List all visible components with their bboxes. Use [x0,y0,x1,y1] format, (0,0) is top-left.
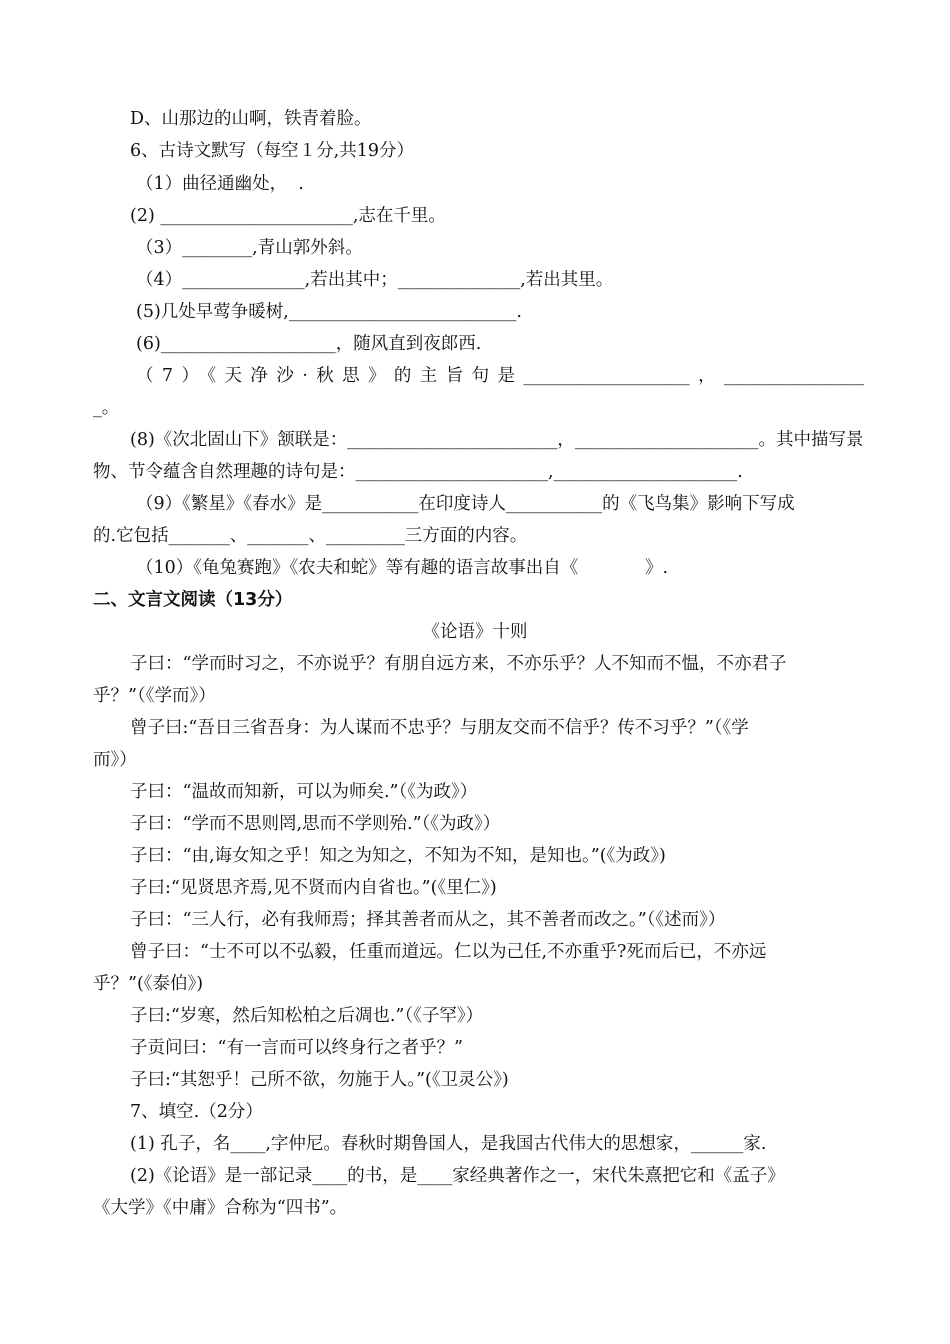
q6-item-8: (8)《次北固山下》颔联是：________________________，_____________________。其中描写景 [130,430,864,450]
passage-line: 子曰:“见贤思齐焉,见不贤而内自省也。”(《里仁》) [130,878,497,898]
passage-line: 曾子曰:“吾日三省吾身：为人谋而不忠乎？与朋友交而不信乎？传不习乎？”（《学 [130,718,749,738]
q6-item-3: （3）________,青山郭外斜。 [136,238,363,258]
passage-title: 《论语》十则 [422,622,528,642]
q6-item-9-cont: 的.它包括_______、_______、_________三方面的内容。 [93,526,528,546]
q6-item-8-cont: 物、节令蕴含自然理趣的诗句是：______________________,_____________________. [93,462,743,482]
passage-line: 乎？”（《学而》） [93,686,216,706]
passage-line: 子曰：“三人行，必有我师焉；择其善者而从之，其不善者而改之。”（《述而》） [130,910,726,930]
question-6-heading: 6、古诗文默写（每空１分,共19分） [130,141,414,161]
q7-item-2-cont: 《大学》《中庸》合称为“四书”。 [93,1198,348,1218]
q7-item-2: (2)《论语》是一部记录____的书，是____家经典著作之一，宋代朱熹把它和《孟子》 [130,1166,785,1186]
question-7-heading: 7、填空.（2分） [130,1102,263,1122]
q6-item-7-cont: _。 [93,398,120,418]
option-d: D、山那边的山啊，铁青着脸。 [130,109,372,129]
passage-line: 曾子曰：“士不可以不弘毅，任重而道远。仁以为己任,不亦重乎?死而后已，不亦远 [130,942,767,962]
q6-item-10: （10）《龟兔赛跑》《农夫和蛇》等有趣的语言故事出自《 》. [136,558,669,578]
q6-item-9: （9）《繁星》《春水》是___________在印度诗人___________的《飞鸟集》影响下写成 [136,494,795,514]
passage-line: 子曰：“学而时习之，不亦说乎？有朋自远方来，不亦乐乎？人不知而不愠，不亦君子 [130,654,787,674]
passage-line: 子贡问曰：“有一言而可以终身行之者乎？” [130,1038,463,1058]
passage-line: 子曰：“温故而知新，可以为师矣.”（《为政》） [130,782,478,802]
q7-item-1: (1) 孔子，名____,字仲尼。春秋时期鲁国人，是我国古代伟大的思想家，______家. [130,1134,767,1154]
passage-line: 乎？”(《泰伯》) [93,974,204,994]
q6-item-7: （7）《天净沙·秋思》的主旨句是___________________，________________ [136,366,864,386]
q6-item-6: (6)____________________，随风直到夜郎西. [136,334,482,354]
q6-item-2: (2) ______________________,志在千里。 [130,206,446,226]
passage-line: 而》） [93,750,137,770]
q6-item-1: （1）曲径通幽处， . [136,174,304,194]
passage-line: 子曰:“岁寒，然后知松柏之后凋也.”（《子罕》） [130,1006,484,1026]
section-2-heading: 二、文言文阅读（13分） [93,590,293,610]
passage-line: 子曰:“其恕乎！己所不欲，勿施于人。”(《卫灵公》) [130,1070,509,1090]
passage-line: 子曰：“由,诲女知之乎！知之为知之，不知为不知，是知也。”(《为政》) [130,846,666,866]
q6-item-5: (5)几处早莺争暖树,__________________________. [136,302,522,322]
passage-line: 子曰：“学而不思则罔,思而不学则殆.”（《为政》） [130,814,501,834]
q6-item-4: （4）______________,若出其中；______________,若出其里。 [136,270,614,290]
